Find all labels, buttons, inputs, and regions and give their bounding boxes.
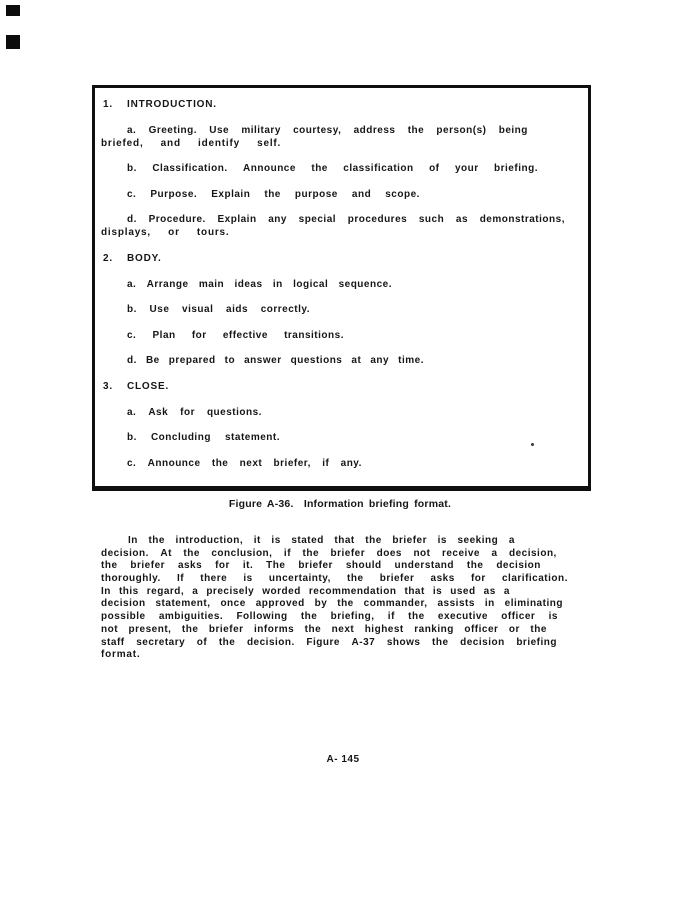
item-number: 3. bbox=[103, 380, 113, 392]
text-line: decision statement, once approved by the commander, assists in eliminating bbox=[101, 598, 563, 610]
text-line: a. Ask for questions. bbox=[127, 406, 262, 418]
text-line: displays, or tours. bbox=[101, 227, 230, 239]
figure-caption: Figure A-36. Information briefing format. bbox=[228, 498, 452, 510]
text-line: briefed, and identify self. bbox=[101, 137, 282, 149]
text-line: c. Announce the next briefer, if any. bbox=[127, 457, 362, 469]
text-line bbox=[101, 98, 580, 111]
text-line bbox=[101, 380, 580, 393]
item-label: BODY. bbox=[127, 252, 162, 264]
text-line: format. bbox=[101, 649, 141, 661]
text-line: b. Use visual aids correctly. bbox=[127, 304, 310, 316]
text-line: c. Plan for effective transitions. bbox=[127, 329, 344, 341]
text-line: not present, the briefer informs the next highest ranking officer or the bbox=[101, 623, 547, 635]
scan-artifact-dot bbox=[531, 443, 534, 446]
text-line bbox=[101, 252, 580, 265]
item-label: CLOSE. bbox=[127, 380, 170, 392]
text-line: d. Procedure. Explain any special procedures such as demonstrations, bbox=[127, 214, 565, 226]
page-number: A- 145 bbox=[326, 754, 360, 765]
text-line: In this regard, a precisely worded recommendation that is used as a bbox=[101, 585, 510, 597]
text-line: b. Concluding statement. bbox=[127, 432, 280, 444]
item-label: INTRODUCTION. bbox=[127, 99, 217, 110]
text-line: a. Greeting. Use military courtesy, address the person(s) being bbox=[127, 124, 528, 136]
text-line: c. Purpose. Explain the purpose and scope. bbox=[127, 188, 420, 200]
scan-artifact-mark bbox=[6, 35, 20, 49]
figure-box bbox=[92, 85, 591, 491]
figure-box-content bbox=[95, 88, 588, 470]
body-paragraph bbox=[101, 535, 576, 662]
text-line: a. Arrange main ideas in logical sequence. bbox=[127, 278, 392, 290]
text-line: d. Be prepared to answer questions at any time. bbox=[127, 355, 424, 367]
text-line: thoroughly. If there is uncertainty, the briefer asks for clarification. bbox=[101, 573, 568, 585]
text-line: staff secretary of the decision. Figure A-37 shows the decision briefing bbox=[101, 636, 557, 648]
text-line: decision. At the conclusion, if the briefer does not receive a decision, bbox=[101, 547, 557, 559]
text-line: possible ambiguities. Following the briefing, if the executive officer is bbox=[101, 611, 558, 623]
text-line: In the introduction, it is stated that the briefer is seeking a bbox=[128, 535, 515, 546]
text-line: the briefer asks for it. The briefer should understand the decision bbox=[101, 560, 541, 572]
text-line: b. Classification. Announce the classification of your briefing. bbox=[127, 163, 538, 175]
scan-artifact-mark bbox=[6, 5, 20, 16]
item-number: 2. bbox=[103, 252, 113, 264]
item-number: 1. bbox=[103, 99, 113, 110]
